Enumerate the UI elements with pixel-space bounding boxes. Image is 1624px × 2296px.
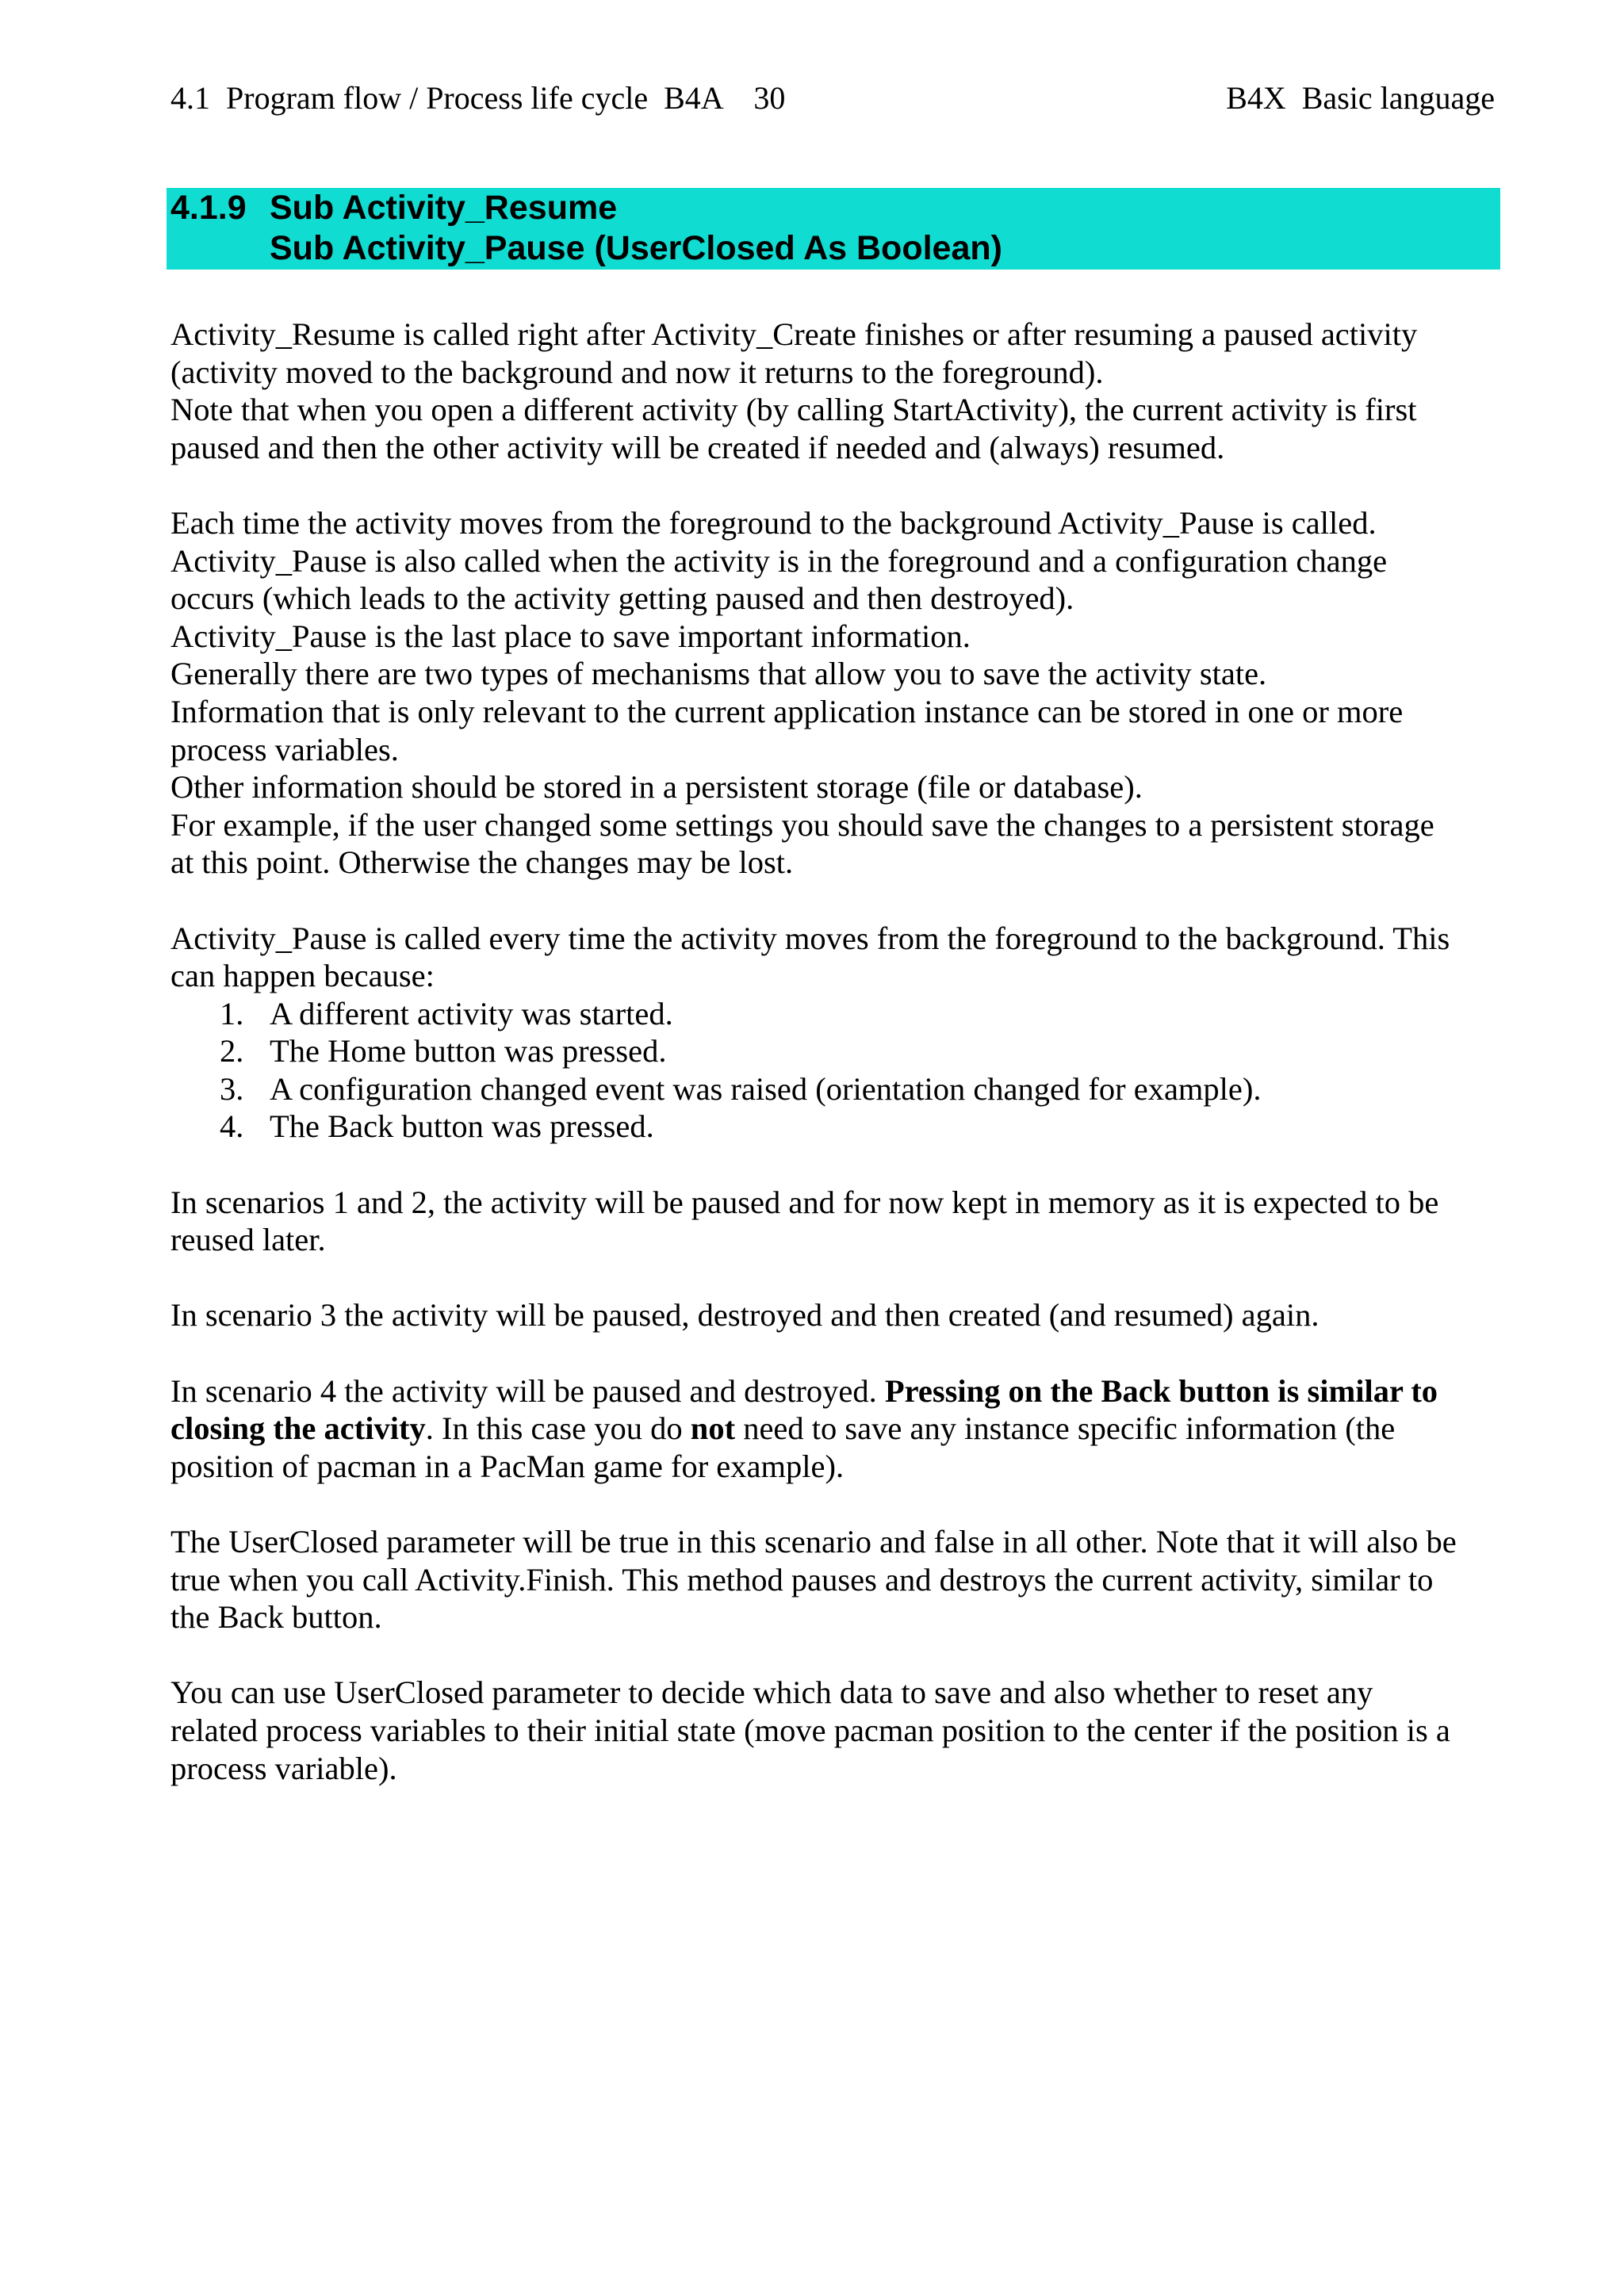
text-line: Other information should be stored in a persistent storage (file or database). bbox=[170, 769, 1143, 806]
list-item-text: A different activity was started. bbox=[270, 995, 673, 1031]
text-line: at this point. Otherwise the changes may be lost. bbox=[170, 844, 794, 881]
list-item-text: A configuration changed event was raised (orientation changed for example). bbox=[270, 1070, 1262, 1107]
paragraph-userclosed-usage bbox=[170, 1674, 1503, 1787]
list-item bbox=[170, 995, 1503, 1033]
text-line: The UserClosed parameter will be true in this scenario and false in all other. Note that it will also be bbox=[170, 1524, 1457, 1559]
bold-text: Pressing on the Back button is similar to bbox=[884, 1372, 1438, 1409]
text-line: process variables. bbox=[170, 731, 399, 767]
paragraph-scenario-3 bbox=[170, 1296, 1503, 1334]
list-item-number: 3. bbox=[220, 1070, 244, 1107]
paragraph-activity-pause bbox=[170, 504, 1503, 882]
paragraph-activity-resume bbox=[170, 316, 1503, 466]
running-header bbox=[170, 78, 1495, 119]
section-title-line-2: Sub Activity_Pause (UserClosed As Boolean) bbox=[270, 229, 1002, 267]
text-line: In scenario 3 the activity will be paused, destroyed and then created (and resumed) again. bbox=[170, 1297, 1320, 1334]
text-line: reused later. bbox=[170, 1222, 326, 1258]
list-item-text: The Home button was pressed. bbox=[270, 1033, 667, 1070]
header-right-text: B4X Basic language bbox=[1226, 80, 1495, 116]
text-line: Activity_Pause is the last place to save important information. bbox=[170, 618, 971, 654]
text-line: Generally there are two types of mechanisms that allow you to save the activity state. bbox=[170, 656, 1267, 692]
header-left-text: 4.1 Program flow / Process life cycle B4A 30 bbox=[170, 80, 786, 116]
list-item-text: The Back button was pressed. bbox=[270, 1108, 654, 1145]
list-item-number: 4. bbox=[220, 1108, 244, 1145]
paragraph-scenarios-1-2 bbox=[170, 1184, 1503, 1259]
text-line: Note that when you open a different activity (by calling StartActivity), the current activity is first bbox=[170, 392, 1417, 428]
text-line: You can use UserClosed parameter to decide which data to save and also whether to reset any bbox=[170, 1674, 1373, 1711]
text-line: true when you call Activity.Finish. This method pauses and destroys the current activity, similar to bbox=[170, 1561, 1434, 1598]
body-text bbox=[170, 316, 1503, 1787]
text-line: position of pacman in a PacMan game for example). bbox=[170, 1448, 845, 1484]
text-run: . In this case you do bbox=[425, 1410, 691, 1447]
text-line: Each time the activity moves from the foreground to the background Activity_Pause is called. bbox=[170, 504, 1377, 541]
text-line: For example, if the user changed some settings you should save the changes to a persistent storage bbox=[170, 806, 1434, 843]
text-line: paused and then the other activity will be created if needed and (always) resumed. bbox=[170, 429, 1225, 465]
text-line: process variable). bbox=[170, 1750, 397, 1786]
section-number: 4.1.9 bbox=[170, 189, 247, 227]
text-line: related process variables to their initial state (move pacman position to the center if the position is a bbox=[170, 1712, 1450, 1748]
text-line: (activity moved to the background and now it returns to the foreground). bbox=[170, 354, 1104, 390]
paragraph-userclosed bbox=[170, 1523, 1503, 1636]
text-line: In scenarios 1 and 2, the activity will be paused and for now kept in memory as it is expected to be bbox=[170, 1184, 1439, 1220]
text-line: Activity_Resume is called right after Activity_Create finishes or after resuming a paused activity bbox=[170, 316, 1418, 352]
section-title-line-1: Sub Activity_Resume bbox=[270, 189, 618, 227]
section-heading bbox=[170, 188, 1002, 269]
bold-text: closing the activity bbox=[170, 1410, 426, 1447]
text-line: Activity_Pause is also called when the activity is in the foreground and a configuration change bbox=[170, 542, 1388, 579]
text-line: can happen because: bbox=[170, 958, 435, 994]
section-heading-line-1 bbox=[170, 188, 1002, 228]
paragraph-pause-reasons bbox=[170, 920, 1503, 995]
bold-text: not bbox=[690, 1410, 736, 1447]
text-line: Activity_Pause is called every time the activity moves from the foreground to the background. This bbox=[170, 920, 1450, 956]
list-item-number: 1. bbox=[220, 995, 244, 1031]
list-item bbox=[170, 1032, 1503, 1070]
list-item bbox=[170, 1070, 1503, 1108]
text-line: Information that is only relevant to the current application instance can be stored in one or more bbox=[170, 693, 1404, 729]
text-run: need to save any instance specific information (the bbox=[735, 1410, 1396, 1447]
paragraph-scenario-4 bbox=[170, 1372, 1503, 1486]
pause-reasons-list bbox=[170, 995, 1503, 1146]
text-line: occurs (which leads to the activity getting paused and then destroyed). bbox=[170, 580, 1074, 617]
text-line: the Back button. bbox=[170, 1599, 382, 1636]
text-run: In scenario 4 the activity will be paused and destroyed. bbox=[170, 1372, 885, 1409]
list-item-number: 2. bbox=[220, 1033, 244, 1070]
list-item bbox=[170, 1108, 1503, 1146]
